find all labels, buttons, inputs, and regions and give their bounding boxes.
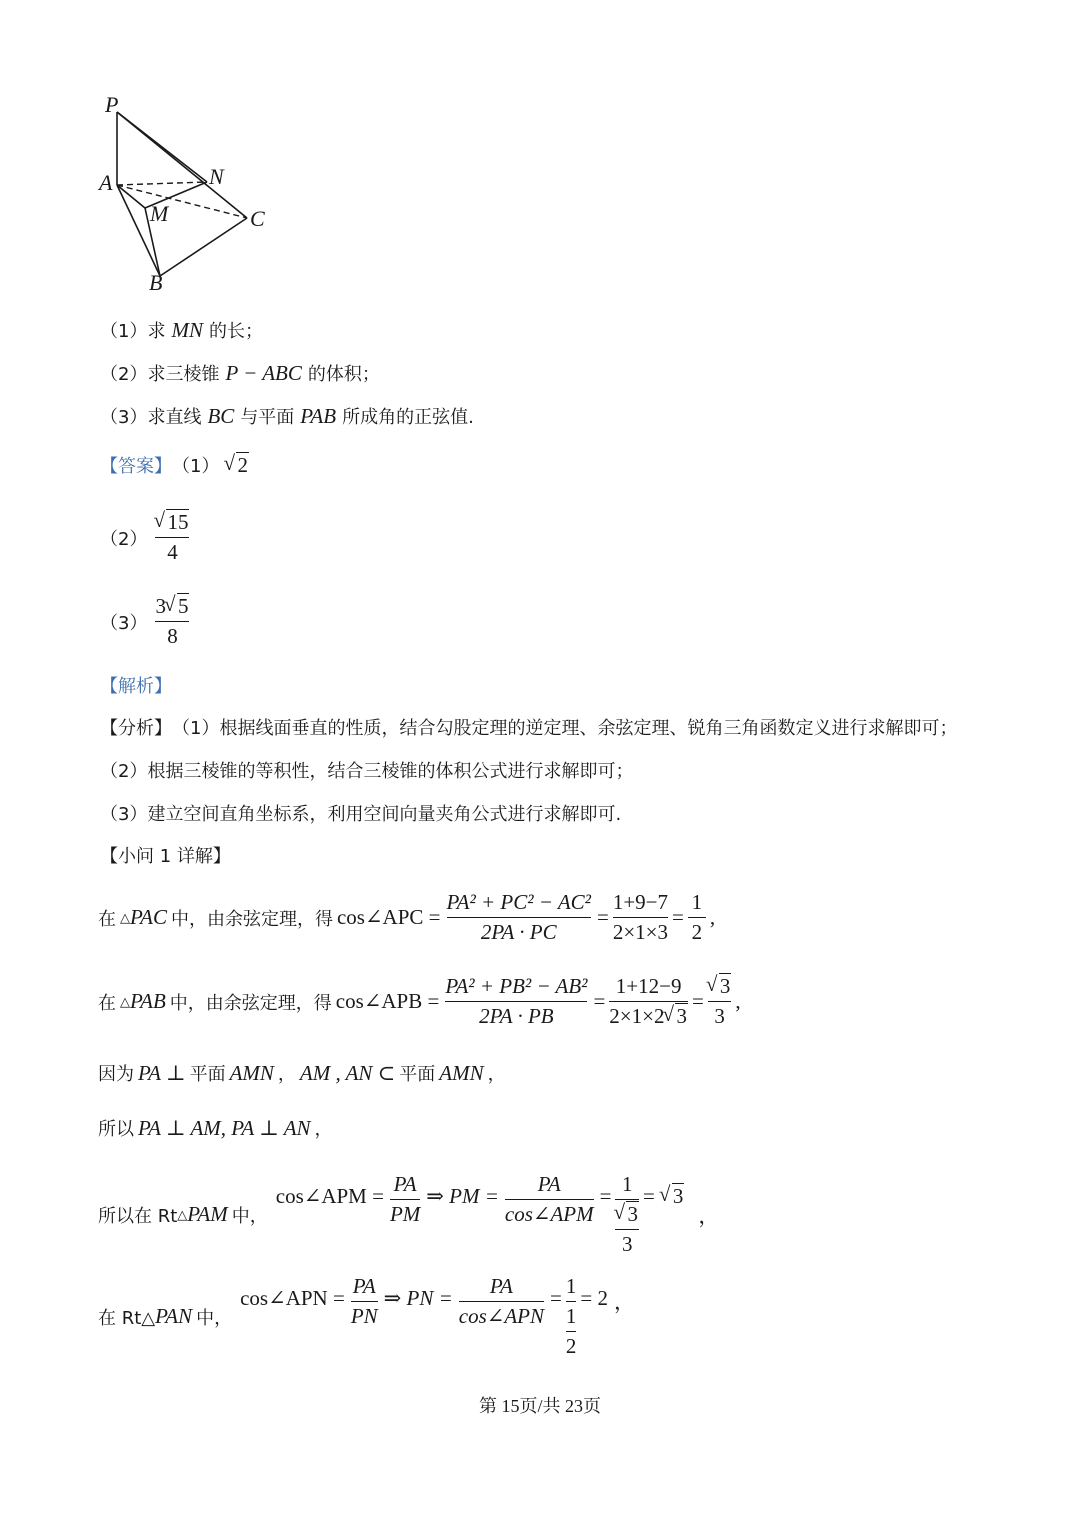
label-P: P: [105, 92, 119, 117]
step-6: 在 Rt△ PAN 中， cos∠APN = $\frac{PA}{PN}$ ⇒ PN = $\frac{PA}{\text{cos∠APN}}$ = $\frac{1}{\frac{1}{2}}$ = 2 ，: [98, 1274, 635, 1358]
label-N: N: [209, 164, 224, 189]
answer-2: （2） √ $\frac{15}{4}$: [100, 510, 189, 565]
analysis-intro: 【分析】 （1）根据线面垂直的性质，结合勾股定理的逆定理、余弦定理、锐角三角函数定义进行求解即可；: [100, 718, 958, 739]
answer-1: 【答案】 （1） √ 2: [100, 452, 249, 478]
answer-tag: 【答案】: [100, 456, 172, 477]
step-1: 在 △ PAC 中，由余弦定理，得 cos∠APC = $\frac{\text{PA² + PC² − AC²}}{2PA \cdot PC}$ = $\frac{1+9-7}{2\times 1\times 3}$ = $\frac{1}{2}$ ,: [98, 890, 716, 944]
subquestion-1-heading: 【小问 1 详解】: [100, 846, 231, 867]
question-3: （3）求直线 BC 与平面 PAB 所成角的正弦值.: [100, 403, 474, 428]
pyramid-figure: [95, 90, 285, 300]
analysis-p3: （3）建立空间直角坐标系，利用空间向量夹角公式进行求解即可.: [100, 804, 622, 825]
edge-PC: [117, 112, 247, 218]
edge-AN-dashed: [117, 182, 207, 185]
analysis-tag: 【解析】: [100, 676, 172, 697]
label-M: M: [150, 201, 169, 226]
label-C: C: [250, 206, 265, 231]
analysis-p2: （2）根据三棱锥的等积性，结合三棱锥的体积公式进行求解即可；: [100, 761, 634, 782]
step-3: 因为 PA ⊥ 平面 AMN ， AM , AN ⊂ 平面 AMN ，: [98, 1060, 506, 1085]
answer-3: （3） $\frac{3√ 5}{8}$: [100, 594, 189, 649]
edge-BC: [160, 218, 247, 276]
step-2: 在 △ PAB 中，由余弦定理，得 cos∠APB = $\frac{\text{PA² + PB² − AB²}}{2PA \cdot PB}$ = $\frac{1+12-9}{2\times 1\times 2√ 3}$ = √ $\frac{3}{3}$ ,: [98, 974, 741, 1029]
page-footer: 第 15页/共 23页: [478, 1396, 601, 1416]
label-A: A: [99, 170, 113, 195]
step-5: 所以在 Rt △ PAM 中， cos∠APM = $\frac{PA}{PM}$ ⇒ PM = $\frac{PA}{\text{cos∠APM}}$ = 1 √ $\frac{3}{3}$ = √ 3 ，: [98, 1172, 719, 1257]
question-1: （1）求 MN 的长；: [100, 317, 263, 342]
step-4: 所以 PA ⊥ AM, PA ⊥ AN ，: [98, 1115, 333, 1140]
label-B: B: [149, 270, 163, 295]
edge-AB: [117, 185, 160, 276]
question-2: （2）求三棱锥 P − ABC 的体积；: [100, 360, 380, 385]
